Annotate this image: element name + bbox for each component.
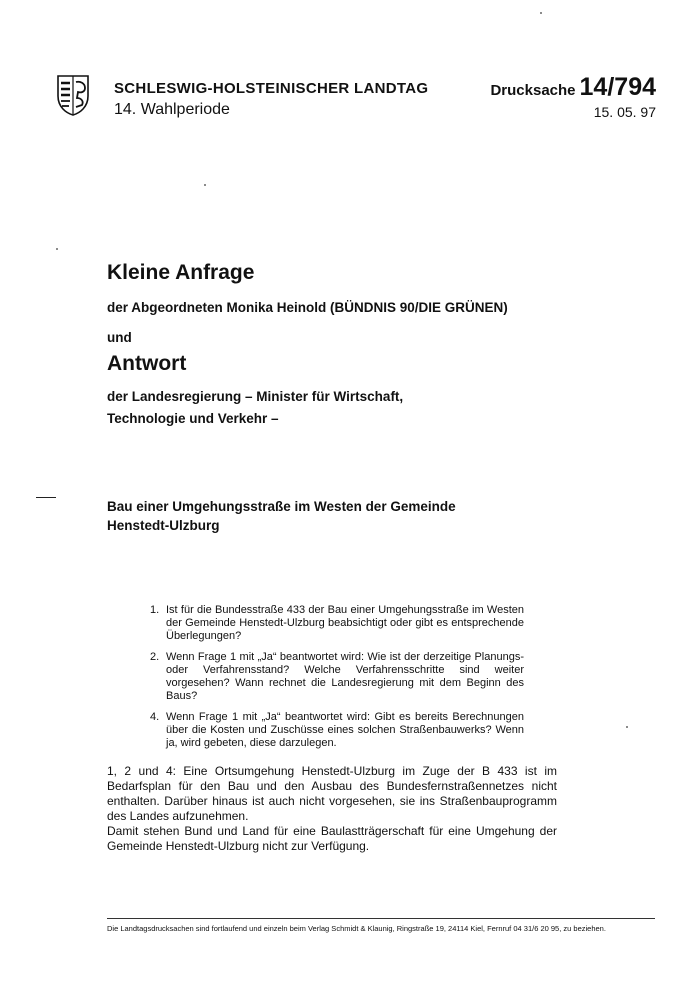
document-date: 15. 05. 97 bbox=[593, 104, 656, 120]
question-text: Ist für die Bundesstraße 433 der Bau einer Umgehungsstraße im Westen der Gemeinde Henstedt-Ulzburg beabsichtigt oder gibt es entsprechende Überlegungen? bbox=[166, 604, 524, 642]
question-item bbox=[146, 651, 524, 703]
footer-note: Die Landtagsdrucksachen sind fortlaufend und einzeln beim Verlag Schmidt & Klaunig, Ringstraße 19, 24114 Kiel, Fernruf 04 31/6 20 95, zu beziehen. bbox=[107, 924, 606, 933]
antwort-line-2: Technologie und Verkehr – bbox=[107, 411, 279, 426]
antwort-title: Antwort bbox=[107, 352, 187, 375]
answer-body bbox=[107, 764, 557, 854]
question-item bbox=[146, 604, 524, 643]
question-text: Wenn Frage 1 mit „Ja“ beantwortet wird: Gibt es bereits Berechnungen über die Kosten und Zuschüsse eines solchen Straßenbauwerks? Wenn ja, wird gebeten, diese darzulegen. bbox=[166, 711, 524, 749]
answer-paragraph-1: 1, 2 und 4: Eine Ortsumgehung Henstedt-Ulzburg im Zuge der B 433 ist im Bedarfsplan für den Bau und den Ausbau des Bundesfernstraßennetzes nicht enthalten. Darüber hinaus ist auch nicht vorgesehen, sie ins Straßenbauprogramm des Landes aufzunehmen. bbox=[107, 764, 557, 823]
scan-speck bbox=[540, 12, 542, 14]
anfrage-title: Kleine Anfrage bbox=[107, 261, 255, 284]
scan-speck bbox=[204, 184, 206, 186]
answer-paragraph-2: Damit stehen Bund und Land für eine Baulastträgerschaft für eine Umgehung der Gemeinde Henstedt-Ulzburg nicht zur Verfügung. bbox=[107, 824, 557, 853]
subject-line-1: Bau einer Umgehungsstraße im Westen der Gemeinde bbox=[107, 499, 456, 514]
question-number: 4. bbox=[150, 711, 160, 723]
legislative-period: 14. Wahlperiode bbox=[114, 101, 230, 118]
question-item bbox=[146, 711, 524, 750]
question-text: Wenn Frage 1 mit „Ja“ beantwortet wird: Wie ist der derzeitige Planungs- oder Verfahrensstand? Welche Verfahrensschritte sind weiter vorgesehen? Wann rechnet die Landesregierung mit dem Beginn des Baus? bbox=[166, 651, 524, 702]
drucksache-label: Drucksache bbox=[490, 82, 576, 99]
antwort-line-1: der Landesregierung – Minister für Wirtschaft, bbox=[107, 389, 404, 404]
anfrage-author: der Abgeordneten Monika Heinold (BÜNDNIS 90/DIE GRÜNEN) bbox=[107, 300, 508, 315]
subject-line-2: Henstedt-Ulzburg bbox=[107, 518, 220, 533]
question-number: 1. bbox=[150, 604, 160, 616]
footer-rule bbox=[107, 918, 655, 919]
drucksache bbox=[490, 73, 656, 102]
connector-und: und bbox=[107, 330, 132, 345]
scan-speck bbox=[56, 248, 58, 250]
question-number: 2. bbox=[150, 651, 160, 663]
question-list bbox=[146, 604, 524, 758]
coat-of-arms-icon bbox=[56, 74, 90, 116]
drucksache-number: 14/794 bbox=[579, 73, 656, 101]
parliament-name: SCHLESWIG-HOLSTEINISCHER LANDTAG bbox=[114, 80, 429, 97]
scan-speck bbox=[626, 726, 628, 728]
margin-mark bbox=[36, 497, 56, 498]
